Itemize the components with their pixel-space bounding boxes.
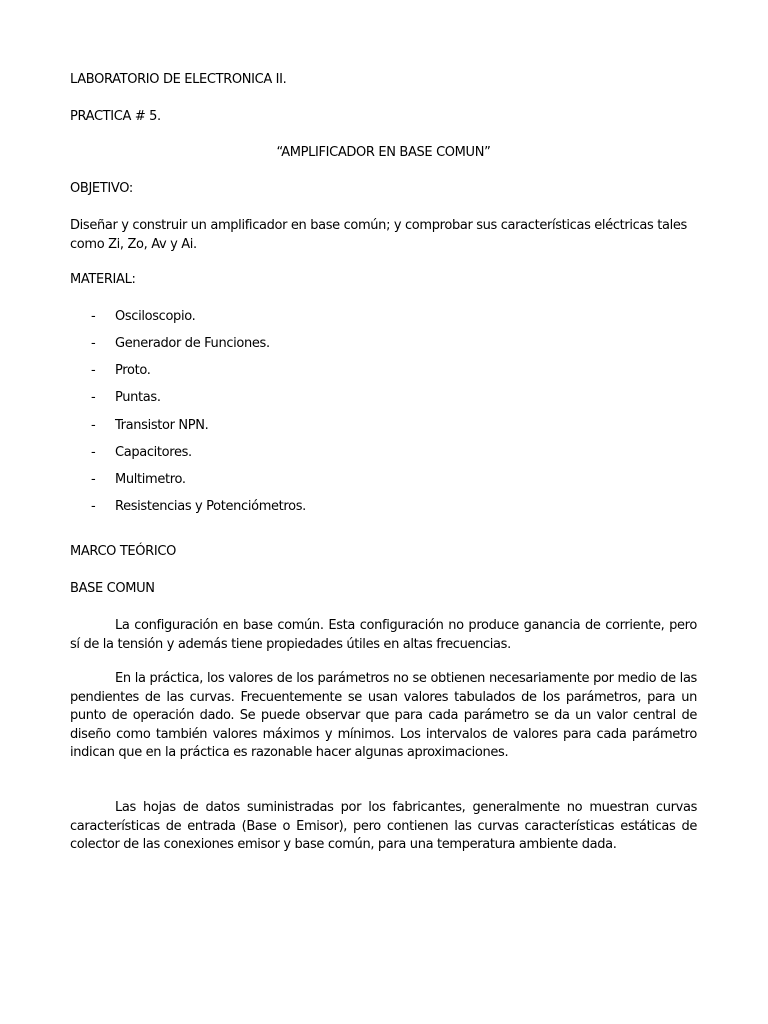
list-item-label: Capacitores. [115, 445, 192, 460]
practice-number: PRACTICA # 5. [70, 109, 161, 124]
list-item-label: Resistencias y Potenciómetros. [115, 499, 306, 514]
list-bullet: - [91, 499, 96, 514]
list-item [91, 363, 150, 378]
list-bullet: - [91, 309, 96, 324]
list-item [91, 499, 306, 514]
objective-text: Diseñar y construir un amplificador en base común; y comprobar sus características eléctricas tales como Zi, Zo, Av y Ai. [70, 218, 687, 252]
list-item [91, 472, 186, 487]
list-item-label: Proto. [115, 363, 151, 378]
theory-paragraph-2: En la práctica, los valores de los parámetros no se obtienen necesariamente por medio de las pendientes de las curvas. Frecuentemente se usan valores tabulados de los parámetros, para un punto de operación dado. Se puede observar que para cada parámetro se da un valor central de diseño como también valores máximos y mínimos. Los intervalos de valores para cada parámetro indican que en la práctica es razonable hacer algunas aproximaciones. [70, 671, 697, 760]
list-item-label: Multimetro. [115, 472, 186, 487]
list-bullet: - [91, 336, 96, 351]
list-item-label: Osciloscopio. [115, 309, 196, 324]
list-bullet: - [91, 363, 96, 378]
list-item [91, 309, 195, 324]
material-heading: MATERIAL: [70, 272, 136, 287]
lab-title: LABORATORIO DE ELECTRONICA II. [70, 72, 287, 87]
list-bullet: - [91, 418, 96, 433]
list-bullet: - [91, 445, 96, 460]
list-item [91, 418, 208, 433]
list-item-label: Generador de Funciones. [115, 336, 270, 351]
list-bullet: - [91, 390, 96, 405]
list-item [91, 445, 192, 460]
objective-heading: OBJETIVO: [70, 181, 133, 196]
list-bullet: - [91, 472, 96, 487]
document-title: “AMPLIFICADOR EN BASE COMUN” [276, 145, 491, 160]
list-item [91, 336, 270, 351]
list-item-label: Puntas. [115, 390, 161, 405]
list-item [91, 390, 161, 405]
base-comun-heading: BASE COMUN [70, 581, 155, 596]
list-item-label: Transistor NPN. [115, 418, 209, 433]
theory-heading: MARCO TEÓRICO [70, 544, 176, 559]
theory-paragraph-3: Las hojas de datos suministradas por los fabricantes, generalmente no muestran curvas características de entrada (Base o Emisor), pero contienen las curvas características estáticas de colector de las conexiones emisor y base común, para una temperatura ambiente dada. [70, 800, 697, 852]
theory-paragraph-1: La configuración en base común. Esta configuración no produce ganancia de corriente, pero sí de la tensión y además tiene propiedades útiles en altas frecuencias. [70, 618, 697, 652]
